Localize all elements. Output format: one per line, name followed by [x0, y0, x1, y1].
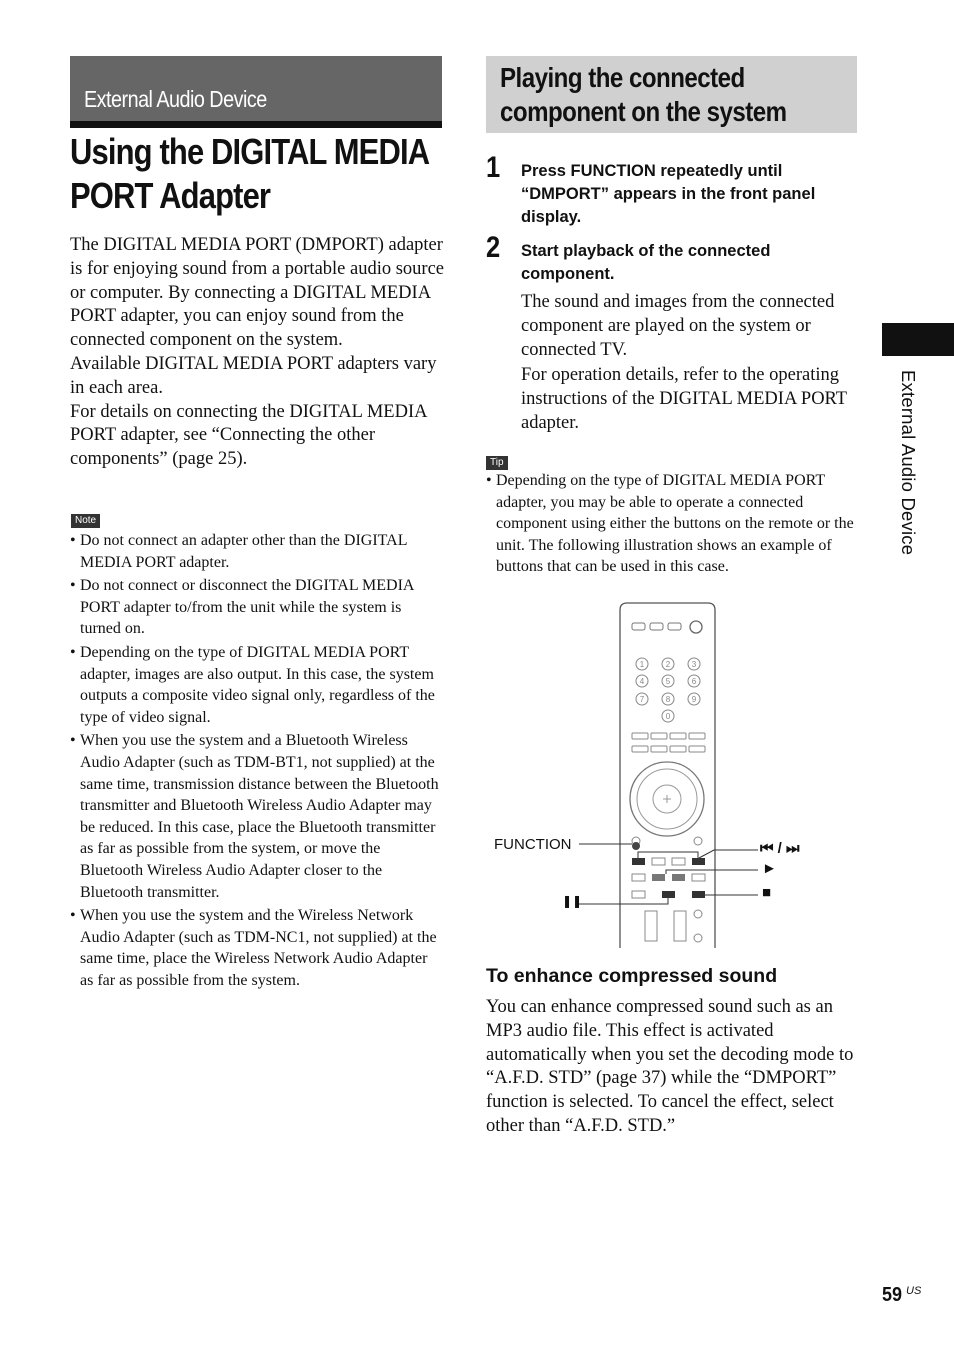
svg-text:2: 2 — [665, 660, 671, 669]
tip-item: • Depending on the type of DIGITAL MEDIA PORT adapter, you may be able to operate a connected component using either the buttons on the remote or the unit. The following illustration shows an example of buttons that can be used in this case. — [486, 470, 858, 578]
remote-illustration — [486, 596, 858, 952]
playing-title-line: Playing the connected — [500, 62, 745, 93]
note-list — [70, 530, 442, 993]
svg-text:1: 1 — [639, 660, 645, 669]
page-title-line: PORT Adapter — [70, 175, 271, 216]
page-number-suffix: US — [906, 1285, 922, 1297]
svg-text:8: 8 — [665, 695, 671, 704]
section-header-bar — [70, 56, 442, 128]
enhance-body: You can enhance compressed sound such as an MP3 audio file. This effect is activated automatically when you set the decoding mode to “A.F.D. STD” (page 37) while the “DMPORT” function is selected. To cancel the effect, select other than “A.F.D. STD.” — [486, 997, 854, 1136]
intro-paragraph: The DIGITAL MEDIA PORT (DMPORT) adapter is for enjoying sound from a portable audio source or computer. By connecting a DIGITAL MEDIA PORT adapter, you can enjoy sound from the connected component on the system. — [70, 235, 445, 351]
note-badge: Note — [71, 514, 100, 528]
tip-list — [486, 470, 858, 578]
page-title — [70, 130, 430, 218]
svg-text:6: 6 — [691, 677, 697, 686]
svg-text:4: 4 — [639, 677, 645, 686]
enhance-heading: To enhance compressed sound — [486, 965, 778, 987]
side-tab-marker — [882, 323, 954, 356]
playing-section-title — [500, 61, 861, 129]
remote-control-icon — [486, 596, 858, 952]
note-item: • Do not connect an adapter other than the DIGITAL MEDIA PORT adapter. — [70, 530, 442, 573]
svg-text:9: 9 — [691, 695, 697, 704]
skip-label: ⏮ / ⏭ — [760, 840, 800, 857]
step-number: 2 — [486, 231, 501, 264]
svg-text:7: 7 — [639, 695, 645, 704]
note-item: • Depending on the type of DIGITAL MEDIA PORT adapter, images are also output. In this case, the system outputs a composite video signal only, regardless of the type of video signal. — [70, 642, 442, 728]
note-item: • Do not connect or disconnect the DIGITAL MEDIA PORT adapter to/from the unit while the system is turned on. — [70, 575, 442, 640]
intro-text — [70, 234, 450, 472]
note-item: • When you use the system and a Bluetooth Wireless Audio Adapter (such as TDM-BT1, not supplied) at the same time, transmission distance between the Bluetooth transmitter and Bluetooth Wireless Audio Adapter may be reduced. In this case, place the Bluetooth transmitter as far as possible from the system, or move the Bluetooth Wireless Audio Adapter closer to the Bluetooth transmitter. — [70, 730, 442, 903]
stop-label: ■ — [762, 884, 772, 901]
pause-label: ❚❚ — [562, 894, 583, 908]
intro-paragraph: Available DIGITAL MEDIA PORT adapters vary in each area. — [70, 353, 437, 398]
step-instruction: Start playback of the connected component. — [521, 242, 771, 283]
playing-section-header — [486, 56, 857, 133]
svg-text:3: 3 — [691, 660, 697, 669]
section-header-label: External Audio Device — [84, 86, 267, 112]
svg-text:0: 0 — [665, 712, 671, 721]
step-detail-paragraph: For operation details, refer to the operating instructions of the DIGITAL MEDIA PORT adapter. — [521, 365, 847, 433]
page-number: 59 — [882, 1284, 903, 1306]
side-tab-label — [893, 370, 919, 610]
step-number: 1 — [486, 151, 501, 184]
step-detail-paragraph: The sound and images from the connected component are played on the system or connected TV. — [521, 292, 835, 360]
intro-paragraph: For details on connecting the DIGITAL MEDIA PORT adapter, see “Connecting the other components” (page 25). — [70, 401, 427, 470]
tip-badge: Tip — [486, 456, 508, 470]
playing-title-line: component on the system — [500, 96, 787, 127]
side-tab-text: External Audio Device — [898, 370, 919, 556]
function-label: FUNCTION — [494, 836, 572, 853]
step-instruction: Press FUNCTION repeatedly until “DMPORT” appears in the front panel display. — [521, 162, 816, 226]
play-label: ► — [762, 860, 777, 877]
note-item: • When you use the system and the Wireless Network Audio Adapter (such as TDM-NC1, not supplied) at the same time, place the Wireless Network Audio Adapter as far as possible from the system. — [70, 905, 442, 991]
step-details — [521, 291, 861, 438]
svg-text:5: 5 — [665, 677, 671, 686]
page-title-line: Using the DIGITAL MEDIA — [70, 131, 430, 172]
